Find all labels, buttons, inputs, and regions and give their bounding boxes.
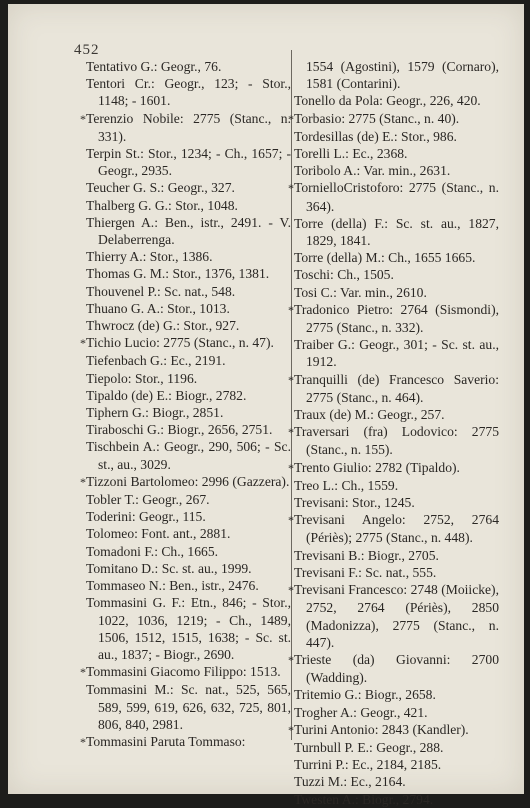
index-entry: * Tradonico Pietro: 2764 (Sismondi), 2775 (Stanc., n. 332). — [294, 301, 499, 336]
index-entry: Tomitano D.: Sc. st. au., 1999. — [86, 560, 252, 576]
index-column-left — [86, 58, 291, 751]
index-entry: Teucher G. S.: Geogr., 327. — [86, 180, 235, 196]
index-entry: Tosi C.: Var. min., 2610. — [294, 284, 427, 300]
index-entry: Thierry A.: Stor., 1386. — [86, 249, 213, 265]
index-entry: Terpin St.: Stor., 1234; - Ch., 1657; - Geogr., 2935. — [86, 146, 291, 179]
index-entry: Treo L.: Ch., 1559. — [294, 477, 399, 493]
index-entry: Torre (della) F.: Sc. st. au., 1827, 1829, 1841. — [294, 215, 499, 249]
index-entry: Trevisani: Stor., 1245. — [294, 495, 415, 511]
index-entry: Tiphern G.: Biogr., 2851. — [86, 405, 224, 421]
book-page — [8, 4, 524, 807]
index-entry: Torre (della) M.: Ch., 1655 1665. — [294, 250, 476, 266]
index-entry: * Tommasini Paruta Tommaso: — [86, 733, 291, 751]
index-entry: * Trevisani Angelo: 2752, 2764 (Périès); 2775 (Stanc., n. 448). — [294, 511, 499, 546]
index-entry: Tiepolo: Stor., 1196. — [86, 370, 198, 386]
index-entry: Twesten A.: Biogr., 2794. — [294, 791, 434, 807]
index-entry: Tiraboschi G.: Biogr., 2656, 2751. — [86, 422, 273, 438]
index-column-right — [294, 58, 499, 808]
index-entry: Traux (de) M.: Geogr., 257. — [294, 407, 445, 423]
index-entry: Tommasini G. F.: Etn., 846; - Stor., 1022, 1036, 1219; - Ch., 1489, 1506, 1512, 1515, 1638; - Sc. st. au., 1837; - Biogr., 2690. — [86, 595, 291, 662]
index-entry: Tomadoni F.: Ch., 1665. — [86, 543, 219, 559]
index-entry: * Tizzoni Bartolomeo: 2996 (Gazzera). — [86, 473, 291, 491]
index-entry: Trevisani F.: Sc. nat., 555. — [294, 564, 437, 580]
index-entry: Thomas G. M.: Stor., 1376, 1381. — [86, 266, 270, 282]
index-entry: * TornielloCristoforo: 2775 (Stanc., n. 364). — [294, 179, 499, 214]
index-entry: Tonello da Pola: Geogr., 226, 420. — [294, 93, 481, 109]
index-entry: Torelli L.: Ec., 2368. — [294, 146, 408, 162]
index-entry: * Trevisani Francesco: 2748 (Moiicke), 2752, 2764 (Périès), 2850 (Madonizza), 2775 (Stanc., n. 447). — [294, 581, 499, 651]
index-entry: Thiergen A.: Ben., istr., 2491. - V. Delaberrenga. — [86, 214, 291, 248]
index-entry: Tommaseo N.: Ben., istr., 2476. — [86, 578, 259, 594]
index-entry: Thouvenel P.: Sc. nat., 548. — [86, 283, 236, 299]
index-entry: Thwrocz (de) G.: Stor., 927. — [86, 318, 240, 334]
index-entry: * Tommasini Giacomo Filippo: 1513. — [86, 663, 291, 681]
index-entry: Thalberg G. G.: Stor., 1048. — [86, 197, 238, 213]
index-entry: Tritemio G.: Biogr., 2658. — [294, 687, 436, 703]
index-entry: Tentori Cr.: Geogr., 123; - Stor., 1148; - 1601. — [86, 76, 291, 109]
index-entry: * Trieste (da) Giovanni: 2700 (Wadding). — [294, 651, 499, 686]
index-entry: * Torbasio: 2775 (Stanc., n. 40). — [294, 110, 499, 128]
index-entry: Trevisani B.: Biogr., 2705. — [294, 547, 439, 563]
index-entry: Tuzzi M.: Ec., 2164. — [294, 774, 406, 790]
index-entry: Trogher A.: Geogr., 421. — [294, 704, 428, 720]
index-entry: Traiber G.: Geogr., 301; - Sc. st. au., 1912. — [294, 337, 499, 370]
index-entry: Thuano G. A.: Stor., 1013. — [86, 300, 230, 316]
index-entry: * Tranquilli (de) Francesco Saverio: 2775 (Stanc., n. 464). — [294, 371, 499, 406]
page-number: 452 — [74, 42, 100, 58]
column-divider — [291, 50, 292, 740]
index-entry: Tolomeo: Font. ant., 2881. — [86, 526, 231, 542]
index-entry: Tommasini M.: Sc. nat., 525, 565, 589, 599, 619, 626, 632, 725, 801, 806, 840, 2981. — [86, 682, 291, 732]
index-entry: 1554 (Agostini), 1579 (Cornaro), 1581 (Contarini). — [306, 59, 499, 92]
index-entry: Turrini P.: Ec., 2184, 2185. — [294, 757, 442, 773]
index-entry: Tischbein A.: Geogr., 290, 506; - Sc. st., au., 3029. — [86, 439, 291, 472]
index-entry: * Trento Giulio: 2782 (Tipaldo). — [294, 459, 499, 477]
index-entry: Turnbull P. E.: Geogr., 288. — [294, 739, 444, 755]
index-entry: Tentativo G.: Geogr., 76. — [86, 59, 222, 74]
index-entry: Tordesillas (de) E.: Stor., 986. — [294, 128, 457, 144]
index-entry: * Turini Antonio: 2843 (Kandler). — [294, 721, 499, 739]
index-entry: Toderini: Geogr., 115. — [86, 509, 206, 525]
index-entry: Tiefenbach G.: Ec., 2191. — [86, 353, 226, 369]
index-entry: Toribolo A.: Var. min., 2631. — [294, 163, 451, 179]
index-entry: Toschi: Ch., 1505. — [294, 267, 394, 283]
index-entry: * Traversari (fra) Lodovico: 2775 (Stanc., n. 155). — [294, 423, 499, 458]
index-entry: Tipaldo (de) E.: Biogr., 2782. — [86, 387, 247, 403]
index-entry: Tobler T.: Geogr., 267. — [86, 492, 210, 508]
index-entry: * Terenzio Nobile: 2775 (Stanc., n. 331). — [86, 110, 291, 145]
index-entry: * Tichio Lucio: 2775 (Stanc., n. 47). — [86, 334, 291, 352]
